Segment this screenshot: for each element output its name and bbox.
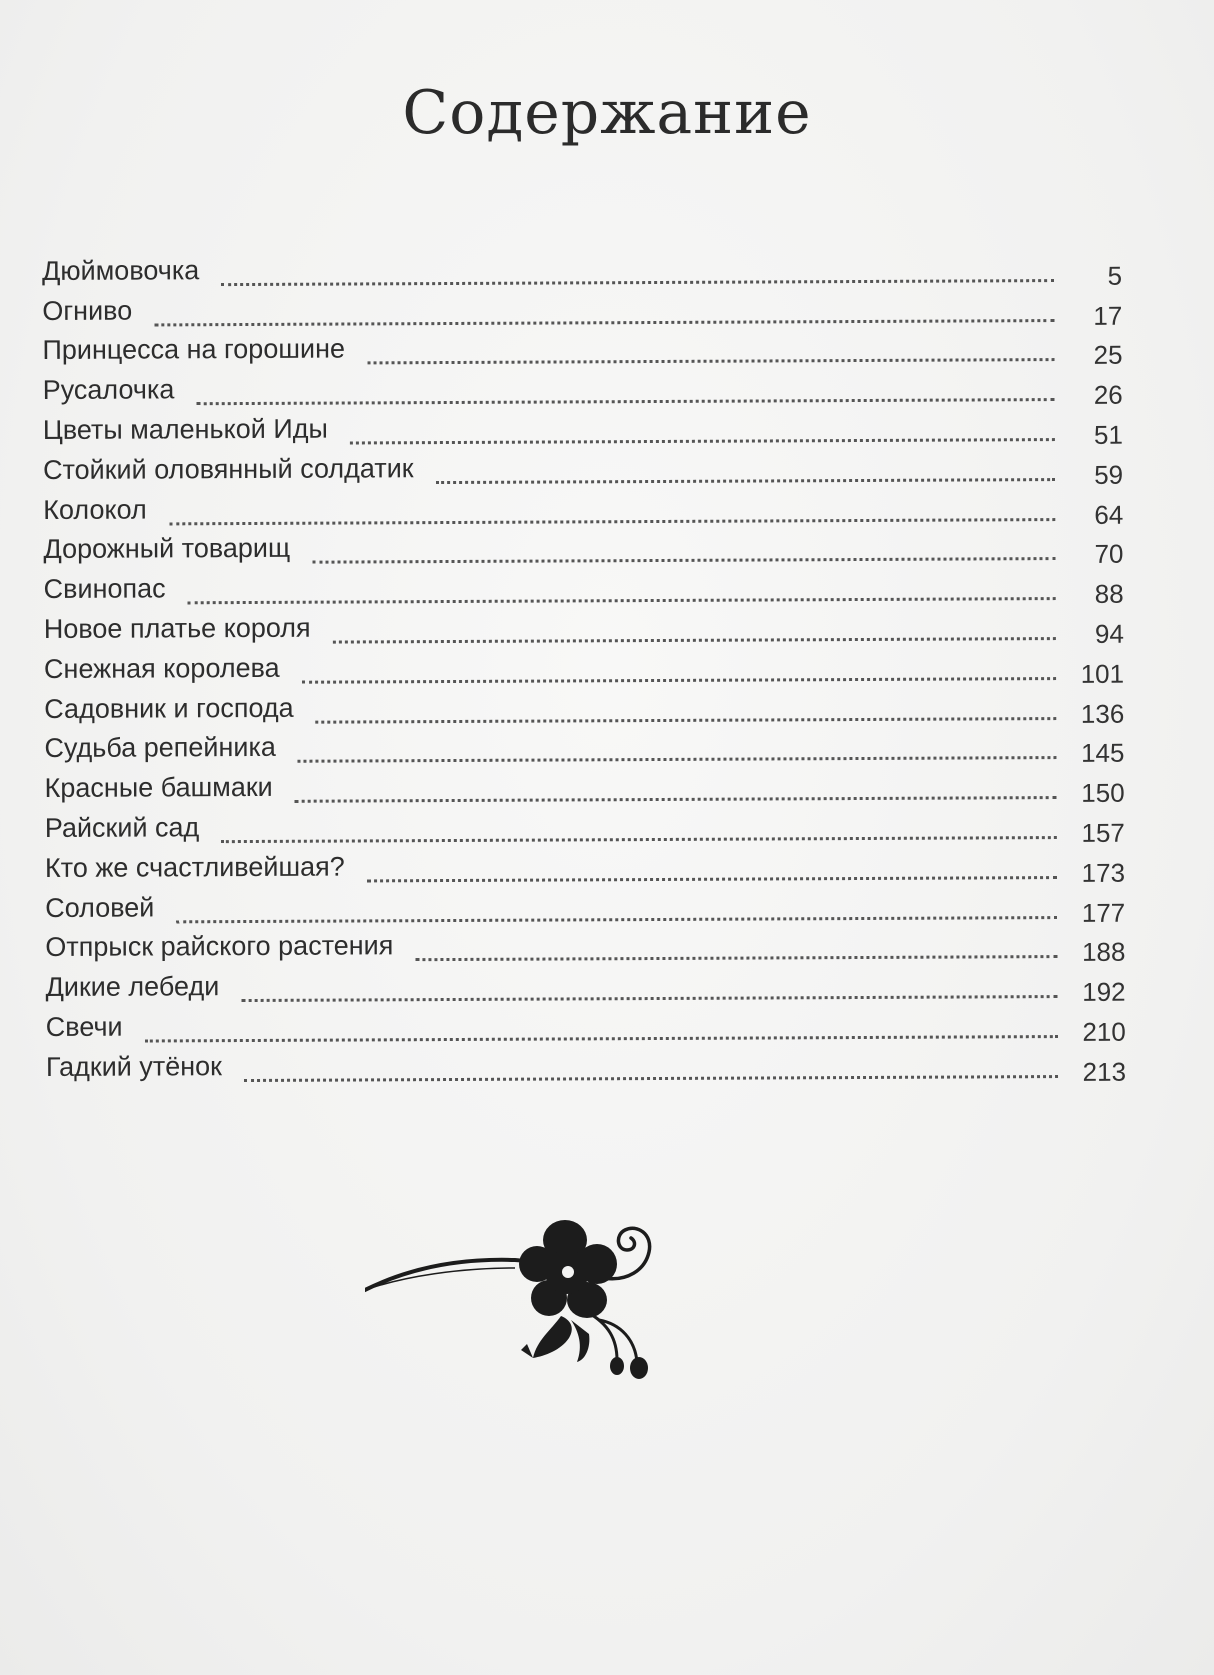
toc-entry-title: Красные башмаки — [44, 772, 273, 804]
toc-entry-title: Русалочка — [42, 374, 175, 406]
toc-entry-page: 26 — [1093, 379, 1123, 411]
toc-entry-title: Дюймовочка — [41, 255, 200, 286]
toc-entry-title: Новое платье короля — [43, 612, 311, 644]
toc-entry-page: 17 — [1093, 300, 1123, 331]
toc-dot-leader — [221, 278, 1054, 286]
toc-entry — [46, 967, 1126, 1012]
toc-entry-page: 101 — [1080, 658, 1125, 689]
toc-entry-page: 5 — [1107, 260, 1123, 291]
toc-dot-leader — [298, 755, 1057, 763]
toc-entry-page: 177 — [1081, 897, 1126, 928]
toc-entry-title: Колокол — [43, 494, 147, 525]
toc-entry — [42, 330, 1122, 375]
toc-entry-page: 51 — [1093, 419, 1123, 450]
toc-entry-title: Дикие лебеди — [45, 971, 220, 1003]
toc-entry-title: Райский сад — [44, 812, 200, 843]
toc-entry — [43, 529, 1123, 574]
toc-entry-title: Гадкий утёнок — [45, 1050, 223, 1082]
toc-entry-page: 25 — [1093, 340, 1123, 371]
toc-dot-leader — [244, 1074, 1058, 1082]
toc-dot-leader — [188, 596, 1056, 604]
toc-entry — [44, 569, 1124, 614]
toc-entry-title: Свечи — [45, 1011, 123, 1042]
toc-dot-leader — [169, 517, 1055, 525]
toc-entry-title: Свинопас — [43, 573, 166, 605]
toc-dot-leader — [436, 477, 1055, 484]
toc-dot-leader — [295, 795, 1057, 803]
toc-entry-title: Судьба репейника — [44, 732, 276, 764]
toc-entry — [43, 410, 1123, 455]
toc-entry-page: 136 — [1080, 698, 1125, 729]
table-of-contents — [42, 251, 1126, 1092]
toc-entry-page: 150 — [1081, 777, 1125, 809]
toc-entry-page: 88 — [1094, 578, 1124, 610]
flower-ornament-icon — [365, 1220, 695, 1380]
toc-entry-title: Соловей — [45, 892, 155, 923]
toc-dot-leader — [154, 318, 1054, 326]
toc-entry-page: 59 — [1094, 459, 1124, 490]
toc-entry-page: 210 — [1082, 1016, 1126, 1047]
toc-dot-leader — [221, 835, 1057, 843]
toc-entry-title: Цветы маленькой Иды — [42, 413, 328, 445]
toc-entry-title: Снежная королева — [43, 652, 280, 684]
toc-entry — [46, 1047, 1126, 1092]
toc-dot-leader — [316, 716, 1057, 724]
toc-entry — [43, 370, 1123, 415]
toc-entry-title: Огниво — [42, 295, 133, 326]
toc-entry — [44, 688, 1124, 733]
toc-dot-leader — [333, 636, 1056, 644]
toc-dot-leader — [241, 994, 1057, 1002]
toc-entry-page: 64 — [1094, 499, 1124, 530]
toc-dot-leader — [415, 954, 1057, 961]
toc-dot-leader — [312, 556, 1055, 564]
toc-dot-leader — [367, 357, 1054, 364]
toc-entry-page: 213 — [1082, 1056, 1127, 1087]
page-title: Содержание — [402, 78, 812, 148]
toc-entry — [42, 291, 1122, 336]
toc-entry-title: Дорожный товарищ — [43, 533, 291, 565]
toc-entry — [45, 887, 1125, 932]
toc-entry — [44, 649, 1124, 694]
toc-entry-title: Стойкий оловянный солдатик — [42, 452, 414, 485]
toc-entry-page: 188 — [1081, 937, 1126, 968]
toc-entry-title: Принцесса на горошине — [42, 333, 346, 366]
toc-entry-title: Отпрыск райского растения — [45, 930, 394, 963]
toc-entry — [45, 808, 1125, 853]
toc-entry — [44, 728, 1124, 773]
toc-entry-page: 173 — [1081, 857, 1126, 888]
toc-dot-leader — [350, 437, 1055, 444]
toc-dot-leader — [145, 1034, 1058, 1042]
toc-entry-page: 94 — [1094, 618, 1124, 649]
toc-entry — [45, 927, 1125, 972]
toc-entry — [45, 768, 1125, 813]
toc-entry — [42, 251, 1122, 296]
toc-entry — [46, 1007, 1126, 1052]
toc-dot-leader — [176, 915, 1057, 923]
toc-entry — [44, 609, 1124, 654]
toc-dot-leader — [302, 676, 1056, 684]
toc-entry — [43, 450, 1123, 495]
toc-entry-page: 70 — [1094, 539, 1124, 570]
toc-entry-page: 157 — [1081, 817, 1125, 848]
toc-entry — [45, 848, 1125, 893]
toc-entry-title: Кто же счастливейшая? — [44, 851, 345, 883]
toc-entry — [43, 490, 1123, 535]
toc-dot-leader — [196, 397, 1054, 405]
toc-entry-page: 192 — [1082, 976, 1126, 1008]
toc-dot-leader — [367, 875, 1057, 882]
toc-entry-page: 145 — [1080, 738, 1125, 769]
toc-entry-title: Садовник и господа — [44, 692, 294, 724]
